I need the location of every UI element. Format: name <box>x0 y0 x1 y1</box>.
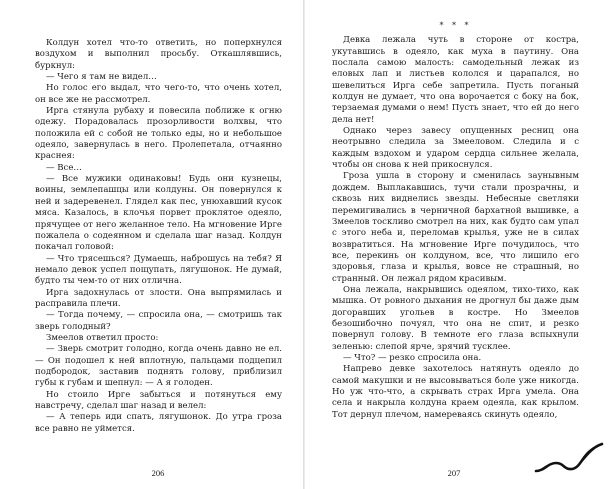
paragraph: — Тогда почему, — спросила она, — смотришь так зверь голодный? <box>35 310 282 332</box>
paragraph: Змеелов ответил просто: <box>46 332 159 343</box>
paragraph: — Все мужики одинаковы! Будь они кузнецы, воины, землепашцы или колдуны. Он повернулся к ней и задеревенел. Глядел как пес, унюхавший кусок мяса. Казалось, в клочья порвет проклятое одеяло, прячущее от него желанное тело. На мгновение Ирге пожалела о содеянном и сделала шаг назад. Колдун покачал головой: <box>35 174 282 253</box>
paragraph: Колдун хотел что-то ответить, но поперхнулся воздухом и выполнил просьбу. Откашлявшись, буркнул: <box>35 38 282 71</box>
paragraph: — Все… <box>46 162 82 173</box>
page-number-right: 207 <box>447 468 461 478</box>
paragraph: Но стоило Ирге забыться и потянуться ему навстречу, сделал шаг назад и велел: <box>35 389 282 411</box>
paragraph: — Зверь смотрит голодно, когда очень давно не ел. — Он подошел к ней вплотную, пальцами подцепил подбородок, заставив поднять голову, приблизил губы к губам и шепнул: — А я голоден. <box>35 344 282 389</box>
paragraph: — А теперь иди спать, лягушонок. До утра гроза все равно не уймется. <box>35 412 282 434</box>
book-gutter <box>303 0 305 489</box>
paragraph: Она лежала, накрывшись одеялом, тихо-тихо, как мышка. От ровного дыхания не дрогнул бы даже дым догоравших угольев в костре. Но Змеелов безошибочно почуял, что она не спит, и резко повернул голову. В темноте его глаза вспыхнули зеленью: слепой ярче, зрячий тусклее. <box>332 284 579 352</box>
paragraph: Девка лежала чуть в стороне от костра, укутавшись в одеяло, как муха в паутину. Она послала самою малость: самодельный лежак из еловых лап и листьев кололся и царапался, но шевелиться Ирга себе запретила. Пусть поганый колдун не думает, что она ворочается с боку на бок, терзаемая думами о нем! Пусть знает, что ей до него дела нет! <box>332 35 579 125</box>
paragraph: Гроза ушла в сторону и сменилась заунывным дождем. Выплакавшись, тучи стали прозрачны, и сквозь них виднелись звезды. Небесные светляки перемигивались в черничной бархатной вышивке, а Змеелов тоскливо смотрел на них, как будто сам упал с этого неба и, переломав крылья, уже не в силах возвратиться. На мгновение Ирге почудилось, что все, перекинь он колдуном, все, что лишило его здоровья, глаза и крылья, вовсе не страшный, но странный. Он лежал рядом красивым. <box>332 171 579 284</box>
paragraph: Ирга стянула рубаху и повесила поближе к огню одежу. Порадовалась прозорливости волхвы, что положила ей с собой не только еды, но и небольшое одеяло, завернулась в него. Пролепетала, отчаянно краснея: <box>35 106 282 162</box>
paragraph: Но голос его выдал, что чего-то, что очень хотел, он все же не рассмотрел. <box>35 83 282 105</box>
paragraph: — Что трясешься? Думаешь, наброшусь на тебя? Я немало девок успел пощупать, лягушонок. Не думай, будто ты чем-то от них отлична. <box>35 253 282 287</box>
left-page-text <box>35 38 282 435</box>
paragraph: — Чего я там не видел… <box>46 72 157 83</box>
page-number-left: 206 <box>151 468 165 478</box>
swash-ornament-icon <box>534 441 604 475</box>
paragraph: Однако через завесу опущенных ресниц она неотрывно следила за Змееловом. Следила и с каждым вздохом и ударом сердца сильнее желала, чтобы он снова к ней прикоснулся. <box>332 126 579 171</box>
right-page-text <box>332 20 579 421</box>
paragraph: — Что? — резко спросила она. <box>343 352 482 363</box>
section-separator: * * * <box>439 21 472 30</box>
paragraph: Ирга задохнулась от злости. Она выпрямилась и расправила плечи. <box>35 287 282 309</box>
paragraph: Напрево девке захотелось натянуть одеяло до самой макушки и не высовываться боле уже никогда. Но уж что-что, а скрывать страх Ирга умела. Она села и накрыла колдуна краем одеяла, как крылом. Тот дернул плечом, намереваясь скинуть одеяло, <box>332 364 579 420</box>
